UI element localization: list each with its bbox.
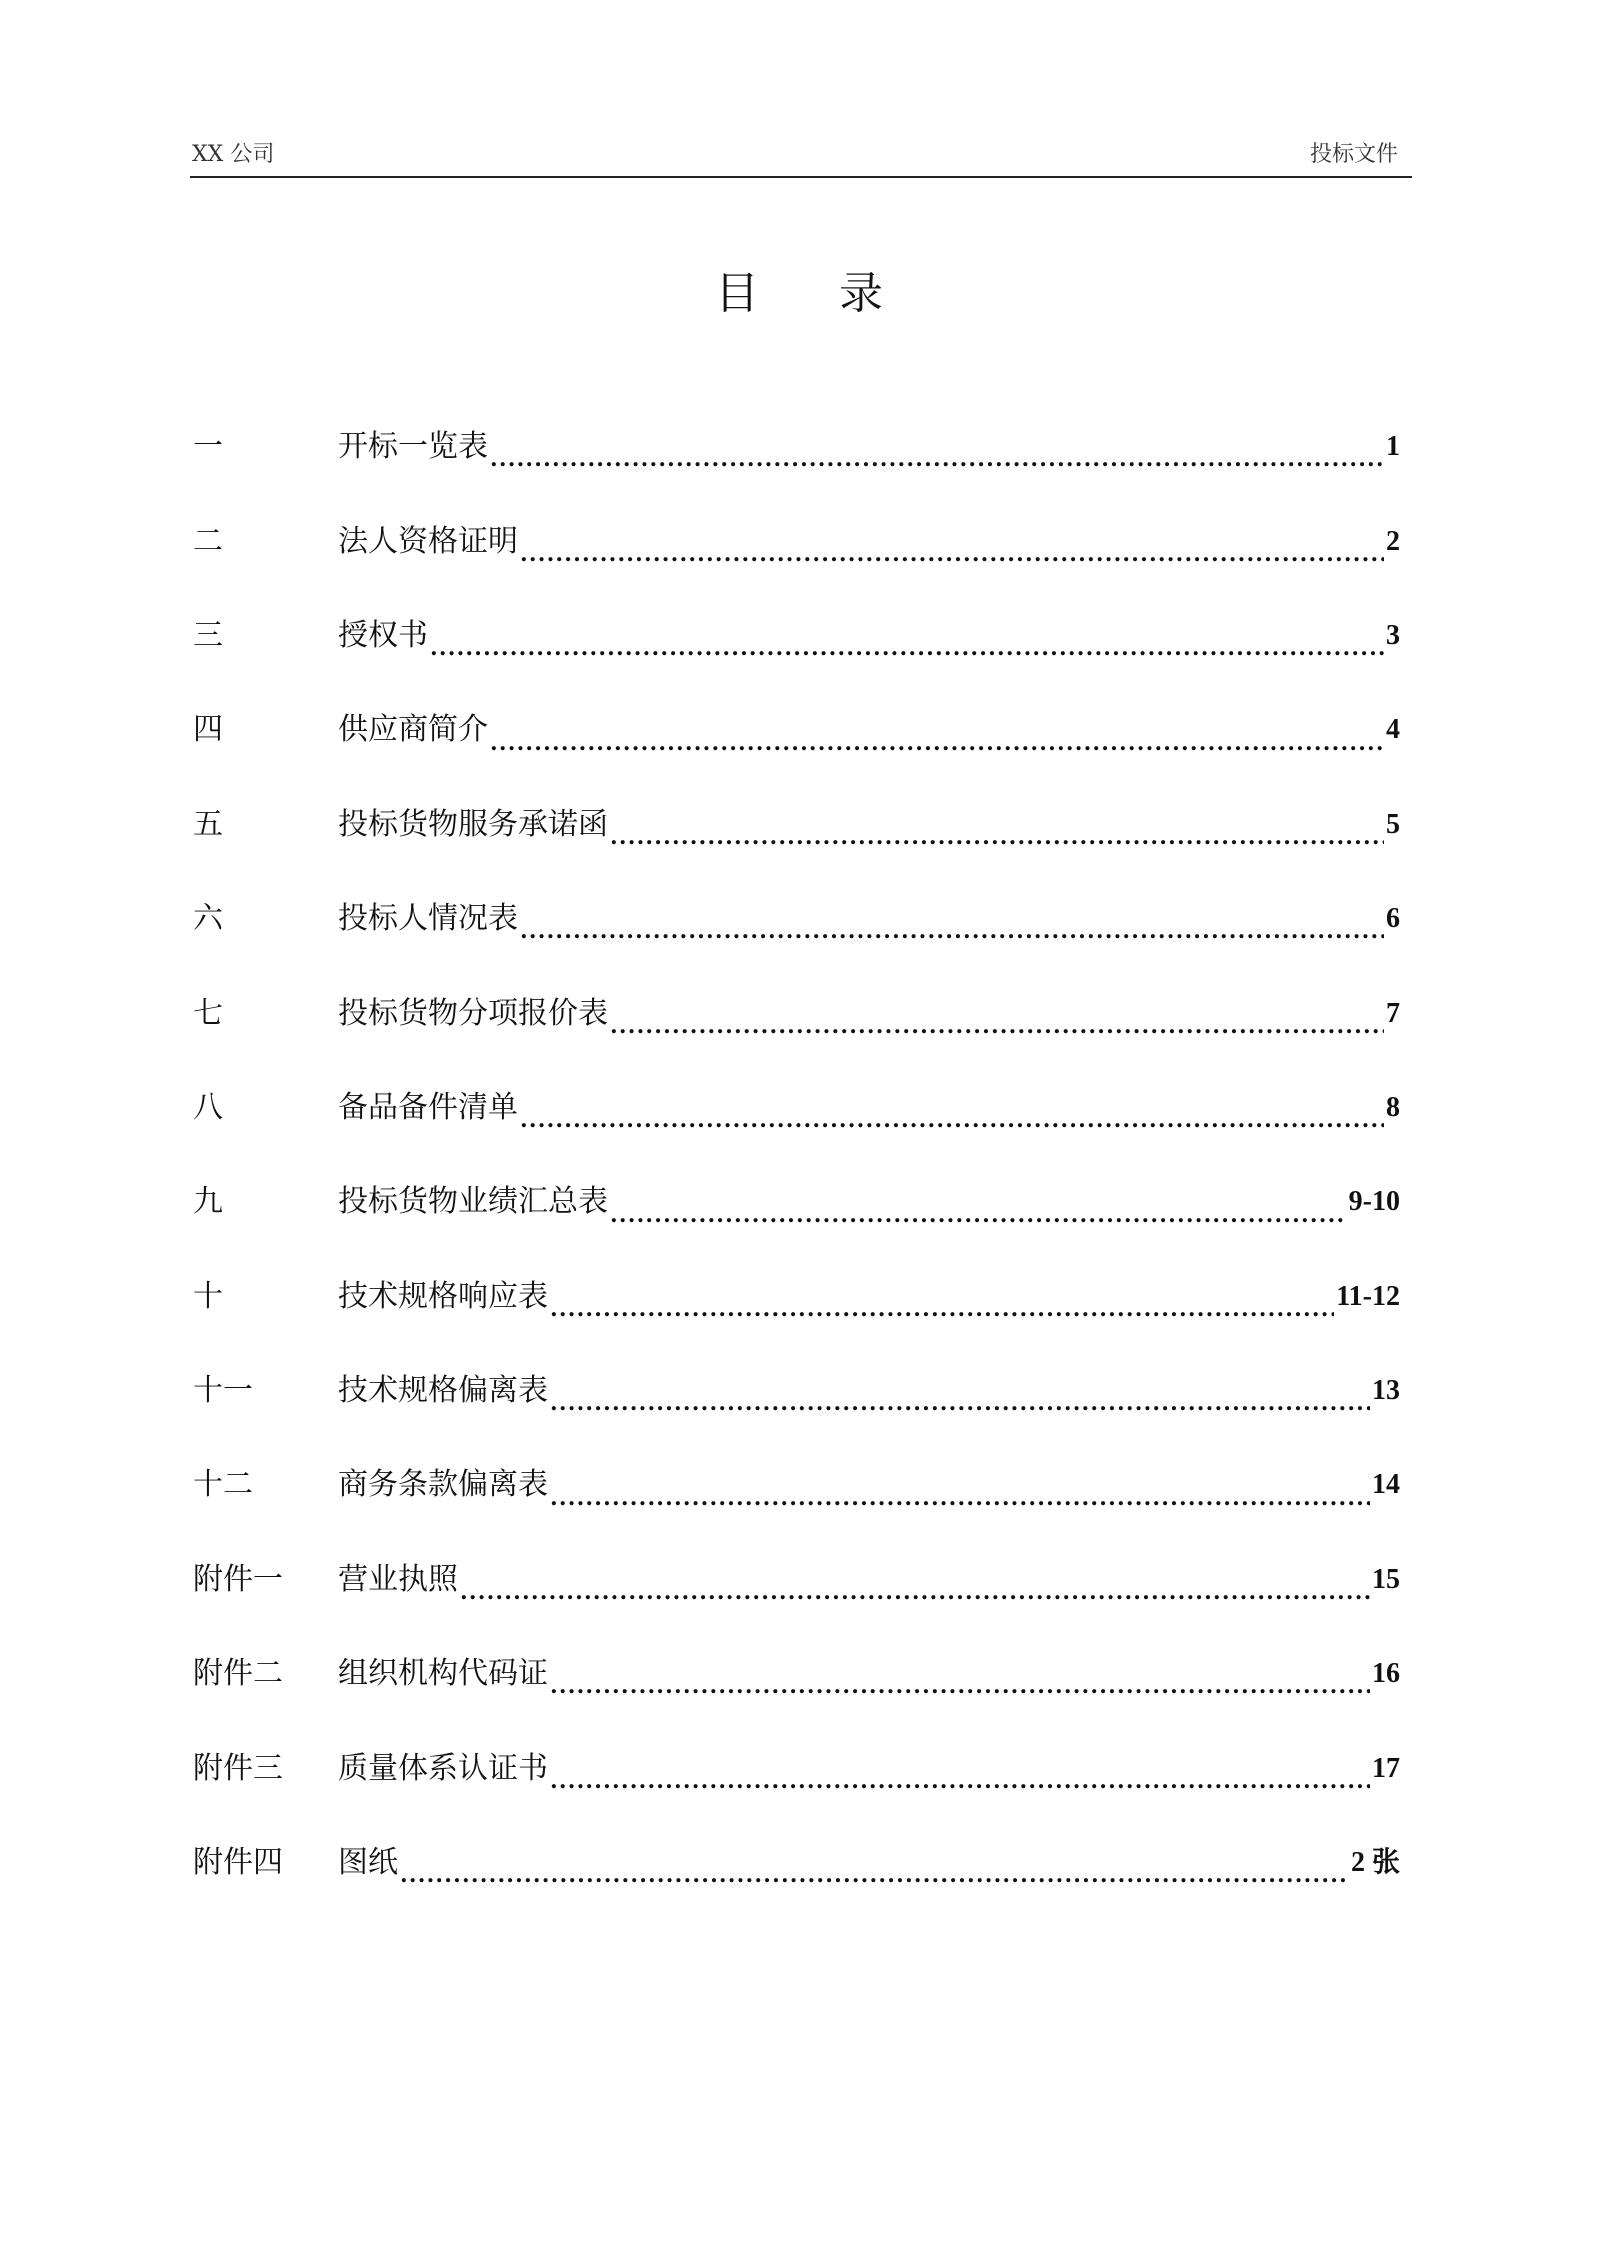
toc-entry-1[interactable] <box>193 400 1400 494</box>
toc-entry-page: 15 <box>1372 1563 1400 1595</box>
page-header <box>190 140 1412 178</box>
toc-entry-label: 技术规格偏离表 <box>338 1373 548 1409</box>
toc-title: 目录 <box>715 268 963 319</box>
toc-entry-number: 十一 <box>193 1373 253 1409</box>
toc-entry-page: 11-12 <box>1336 1280 1400 1312</box>
toc-entry-label: 商务条款偏离表 <box>338 1467 548 1503</box>
toc-entry-number: 附件二 <box>193 1656 283 1692</box>
toc-entry-label: 技术规格响应表 <box>338 1278 548 1314</box>
toc-entry-number: 三 <box>193 617 223 653</box>
toc-entry-number: 八 <box>193 1089 223 1125</box>
toc-entry-number: 十 <box>193 1278 223 1314</box>
toc-dot-leader <box>520 549 1384 589</box>
toc-dot-leader <box>610 1210 1347 1250</box>
toc-dot-leader <box>490 738 1384 778</box>
toc-entry-label: 投标货物分项报价表 <box>338 995 608 1031</box>
toc-entry-11[interactable] <box>193 1344 1400 1438</box>
toc-entry-number: 附件四 <box>193 1845 283 1881</box>
toc-entry-page: 1 <box>1386 431 1400 463</box>
toc-entry-number: 七 <box>193 995 223 1031</box>
toc-entry-label: 法人资格证明 <box>338 523 518 559</box>
toc-entry-label: 组织机构代码证 <box>338 1656 548 1692</box>
toc-entry-number: 附件一 <box>193 1561 283 1597</box>
toc-dot-leader <box>520 926 1384 966</box>
table-of-contents <box>193 400 1400 1910</box>
toc-entry-page: 4 <box>1386 714 1400 746</box>
toc-dot-leader <box>400 1870 1349 1910</box>
toc-dot-leader <box>550 1493 1370 1533</box>
toc-entry-label: 投标货物服务承诺函 <box>338 806 608 842</box>
toc-entry-label: 图纸 <box>338 1845 398 1881</box>
toc-dot-leader <box>430 643 1384 683</box>
toc-entry-page: 7 <box>1386 997 1400 1029</box>
toc-entry-5[interactable] <box>193 778 1400 872</box>
toc-entry-9[interactable] <box>193 1155 1400 1249</box>
toc-entry-number: 四 <box>193 712 223 748</box>
toc-entry-label: 质量体系认证书 <box>338 1750 548 1786</box>
toc-dot-leader <box>550 1776 1370 1816</box>
toc-entry-number: 十二 <box>193 1467 253 1503</box>
toc-entry-label: 投标货物业绩汇总表 <box>338 1184 608 1220</box>
toc-entry-number: 五 <box>193 806 223 842</box>
toc-entry-2[interactable] <box>193 494 1400 588</box>
toc-entry-3[interactable] <box>193 589 1400 683</box>
toc-entry-8[interactable] <box>193 1061 1400 1155</box>
toc-entry-number: 附件三 <box>193 1750 283 1786</box>
toc-entry-6[interactable] <box>193 872 1400 966</box>
toc-entry-label: 供应商简介 <box>338 712 488 748</box>
toc-entry-page: 14 <box>1372 1469 1400 1501</box>
toc-entry-number: 九 <box>193 1184 223 1220</box>
toc-dot-leader <box>610 832 1384 872</box>
toc-entry-number: 六 <box>193 901 223 937</box>
toc-entry-label: 营业执照 <box>338 1561 458 1597</box>
toc-entry-number: 一 <box>193 429 223 465</box>
toc-entry-page: 17 <box>1372 1752 1400 1784</box>
toc-dot-leader <box>460 1587 1370 1627</box>
toc-entry-14[interactable] <box>193 1627 1400 1721</box>
header-company: XX 公司 <box>192 142 275 167</box>
toc-entry-label: 备品备件清单 <box>338 1089 518 1125</box>
toc-dot-leader <box>490 454 1384 494</box>
toc-entry-13[interactable] <box>193 1533 1400 1627</box>
toc-dot-leader <box>550 1398 1370 1438</box>
toc-entry-number: 二 <box>193 523 223 559</box>
toc-entry-4[interactable] <box>193 683 1400 777</box>
toc-entry-16[interactable] <box>193 1816 1400 1910</box>
toc-entry-10[interactable] <box>193 1250 1400 1344</box>
toc-entry-page: 6 <box>1386 903 1400 935</box>
toc-entry-page: 8 <box>1386 1091 1400 1123</box>
toc-entry-page: 2 <box>1386 525 1400 557</box>
toc-dot-leader <box>520 1115 1384 1155</box>
toc-entry-page: 9-10 <box>1348 1186 1400 1218</box>
toc-dot-leader <box>550 1681 1370 1721</box>
toc-entry-page: 16 <box>1372 1658 1400 1690</box>
toc-entry-label: 投标人情况表 <box>338 901 518 937</box>
toc-entry-page: 13 <box>1372 1375 1400 1407</box>
toc-dot-leader <box>610 1021 1384 1061</box>
toc-entry-15[interactable] <box>193 1721 1400 1815</box>
toc-entry-label: 开标一览表 <box>338 429 488 465</box>
toc-entry-page: 3 <box>1386 619 1400 651</box>
toc-entry-page: 2 张 <box>1350 1847 1400 1879</box>
toc-entry-7[interactable] <box>193 966 1400 1060</box>
toc-entry-12[interactable] <box>193 1438 1400 1532</box>
toc-entry-page: 5 <box>1386 808 1400 840</box>
toc-entry-label: 授权书 <box>338 617 428 653</box>
toc-dot-leader <box>550 1304 1334 1344</box>
header-doc-type: 投标文件 <box>1309 142 1398 167</box>
